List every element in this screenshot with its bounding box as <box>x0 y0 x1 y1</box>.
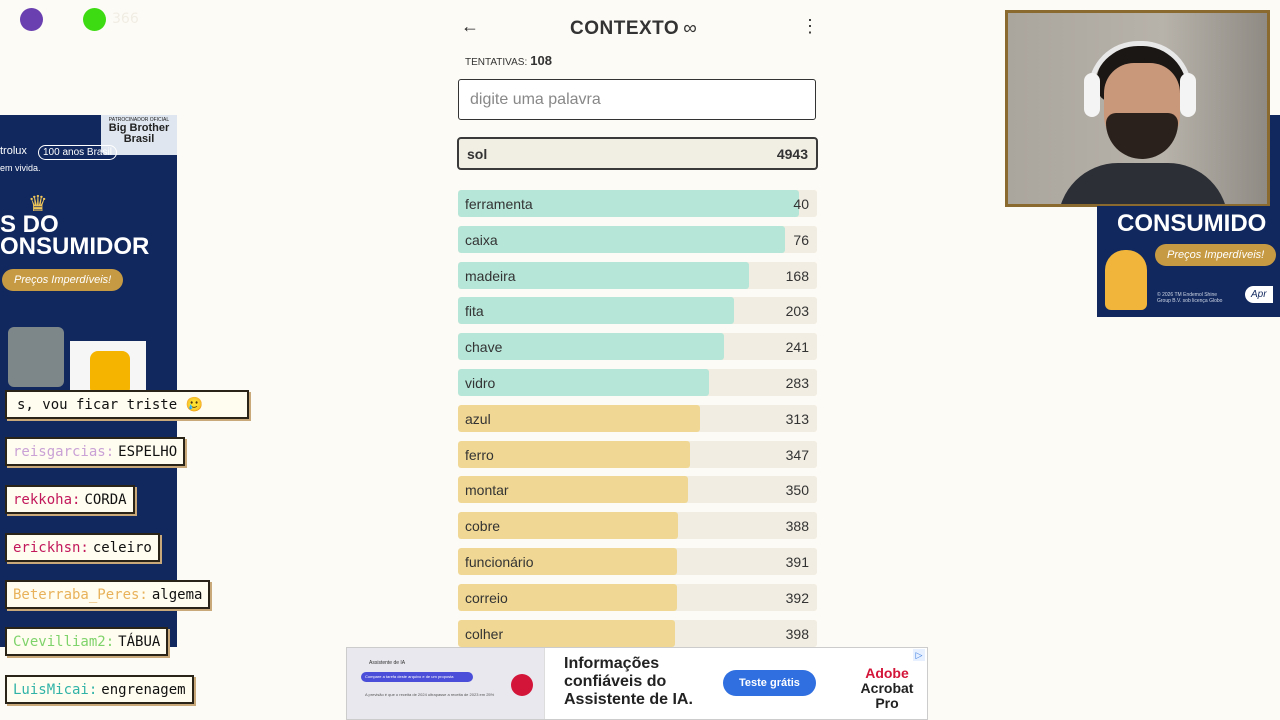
infinity-icon: ∞ <box>683 18 698 39</box>
webcam-feed <box>1005 10 1270 207</box>
right-ad-edge <box>1270 115 1280 206</box>
left-advertisement[interactable] <box>0 115 177 647</box>
viewer-count: 366 <box>112 11 139 27</box>
guess-proximity-bar <box>458 405 700 432</box>
chat-username: reisgarcias: <box>13 444 115 460</box>
guess-rank: 350 <box>785 482 809 499</box>
chat-text: algema <box>151 587 203 603</box>
ad-shot-title: Assistente de IA <box>369 660 406 666</box>
guess-proximity-bar <box>458 226 785 253</box>
guess-word: ferro <box>465 446 494 463</box>
guess-word: caixa <box>465 231 498 248</box>
ad-headline: CONSUMIDO <box>1117 210 1267 237</box>
contexto-game <box>457 0 819 648</box>
guess-word: fita <box>465 303 484 320</box>
guess-row <box>458 548 817 575</box>
guess-rank: 203 <box>785 303 809 320</box>
chat-username: rekkoha: <box>13 492 81 508</box>
word-input[interactable] <box>458 79 816 120</box>
mascot-image <box>1105 250 1147 310</box>
chat-text: engrenagem <box>101 682 186 698</box>
guess-word: correio <box>465 589 508 606</box>
guess-word: colher <box>465 625 504 642</box>
game-header <box>457 16 819 42</box>
chat-message <box>5 485 135 514</box>
guess-word: vidro <box>465 374 496 391</box>
product-image <box>8 327 64 387</box>
chat-message <box>5 390 249 419</box>
twitch-icon <box>20 8 43 31</box>
ad-choices-icon[interactable]: ▷ <box>913 649 925 661</box>
chat-text: celeiro <box>92 540 152 556</box>
chat-text: CORDA <box>84 492 127 508</box>
guess-word: azul <box>465 410 491 427</box>
back-arrow-icon[interactable]: ← <box>461 16 479 36</box>
guess-word: ferramenta <box>465 196 533 212</box>
ad-headline-2: ONSUMIDOR <box>0 233 150 260</box>
adobe-logo-text: Adobe <box>865 665 909 681</box>
ad-brand-badge: 100 anos Brasil <box>38 145 117 160</box>
guess-rank: 241 <box>785 339 809 356</box>
ad-headline-1: S DO <box>0 211 59 238</box>
tries-counter <box>465 53 552 68</box>
ad-shot-bar: Compare a tarefa deste arquivo e de um proposta <box>361 672 473 682</box>
guess-row <box>458 190 817 217</box>
ad-brand: trolux <box>0 145 27 157</box>
guess-row <box>458 476 817 503</box>
guess-word: cobre <box>465 518 501 535</box>
sponsor-name: Big Brother Brasil <box>108 122 170 145</box>
ad-legal: © 2026 TM Endemol Shine Group B.V. sob licença Globo <box>1157 292 1223 304</box>
chat-message <box>5 533 160 562</box>
guess-word: chave <box>465 339 503 356</box>
guess-rank: 283 <box>785 374 809 391</box>
guess-row <box>458 584 817 611</box>
guess-row <box>458 262 817 289</box>
guess-row <box>458 369 817 396</box>
guess-rank: 347 <box>785 446 809 463</box>
right-advertisement[interactable] <box>1097 206 1280 317</box>
ad-pill: Preços Imperdíveis! <box>1155 244 1276 266</box>
guess-list <box>458 190 817 655</box>
guess-rank: 388 <box>785 518 809 535</box>
chat-text: ESPELHO <box>118 444 178 460</box>
chat-text: TÁBUA <box>118 634 161 650</box>
ad-headline: Informações confiáveis do Assistente de IA. <box>564 655 693 708</box>
guess-proximity-bar <box>458 297 734 324</box>
guess-rank: 40 <box>793 196 809 212</box>
chat-message <box>5 580 210 609</box>
crown-icon: ♛ <box>28 191 48 216</box>
guess-proximity-bar <box>458 369 709 396</box>
game-title <box>570 18 697 40</box>
guess-row <box>458 512 817 539</box>
chat-username: erickhsn: <box>13 540 89 556</box>
chat-message <box>5 627 168 656</box>
more-options-icon[interactable]: ⋮ <box>801 16 819 36</box>
guess-rank: 313 <box>785 410 809 427</box>
ad-tagline: em vivida. <box>0 163 41 173</box>
tries-value: 108 <box>530 53 552 68</box>
guess-word: montar <box>465 482 509 499</box>
tries-label: TENTATIVAS: <box>465 57 528 68</box>
chat-username: Cvevilliam2: <box>13 634 115 650</box>
game-title-text: CONTEXTO <box>570 18 680 39</box>
chat-message <box>5 437 185 466</box>
guess-word: madeira <box>465 267 516 284</box>
bottom-advertisement[interactable] <box>346 647 928 720</box>
try-free-button[interactable]: Teste grátis <box>723 670 816 696</box>
guess-row <box>458 620 817 647</box>
chat-message <box>5 675 194 704</box>
ad-pill: Preços Imperdíveis! <box>2 269 123 291</box>
guess-word: funcionário <box>465 553 534 570</box>
chat-text: s, vou ficar triste 🥲 <box>17 397 204 413</box>
acrobat-text: Acrobat Pro <box>860 680 914 711</box>
ai-assistant-icon <box>511 674 533 696</box>
sponsor-label: PATROCINADOR OFICIAL <box>108 117 170 123</box>
chat-username: LuisMicai: <box>13 682 98 698</box>
headphones-icon <box>1084 73 1100 117</box>
guess-row <box>458 333 817 360</box>
guess-rank: 76 <box>793 231 809 248</box>
guess-row <box>458 405 817 432</box>
guess-row <box>458 297 817 324</box>
latest-guess-word: sol <box>467 145 488 162</box>
adobe-brand <box>847 666 927 711</box>
guess-rank: 398 <box>785 625 809 642</box>
guess-row <box>458 226 817 253</box>
guess-rank: 391 <box>785 553 809 570</box>
ad-cta[interactable]: Apr <box>1245 286 1273 303</box>
latest-guess-rank: 4943 <box>776 145 808 162</box>
live-indicator-icon <box>83 8 106 31</box>
ad-shot-text: A previsão é que o receita de 2024 ultrapasse a receita de 2023 em 25% <box>365 692 495 697</box>
guess-rank: 392 <box>785 589 809 606</box>
latest-guess <box>457 137 818 170</box>
guess-rank: 168 <box>785 267 809 284</box>
ad-screenshot <box>347 648 545 720</box>
chat-username: Beterraba_Peres: <box>13 587 148 603</box>
stream-status-icons <box>20 8 106 31</box>
guess-row <box>458 441 817 468</box>
